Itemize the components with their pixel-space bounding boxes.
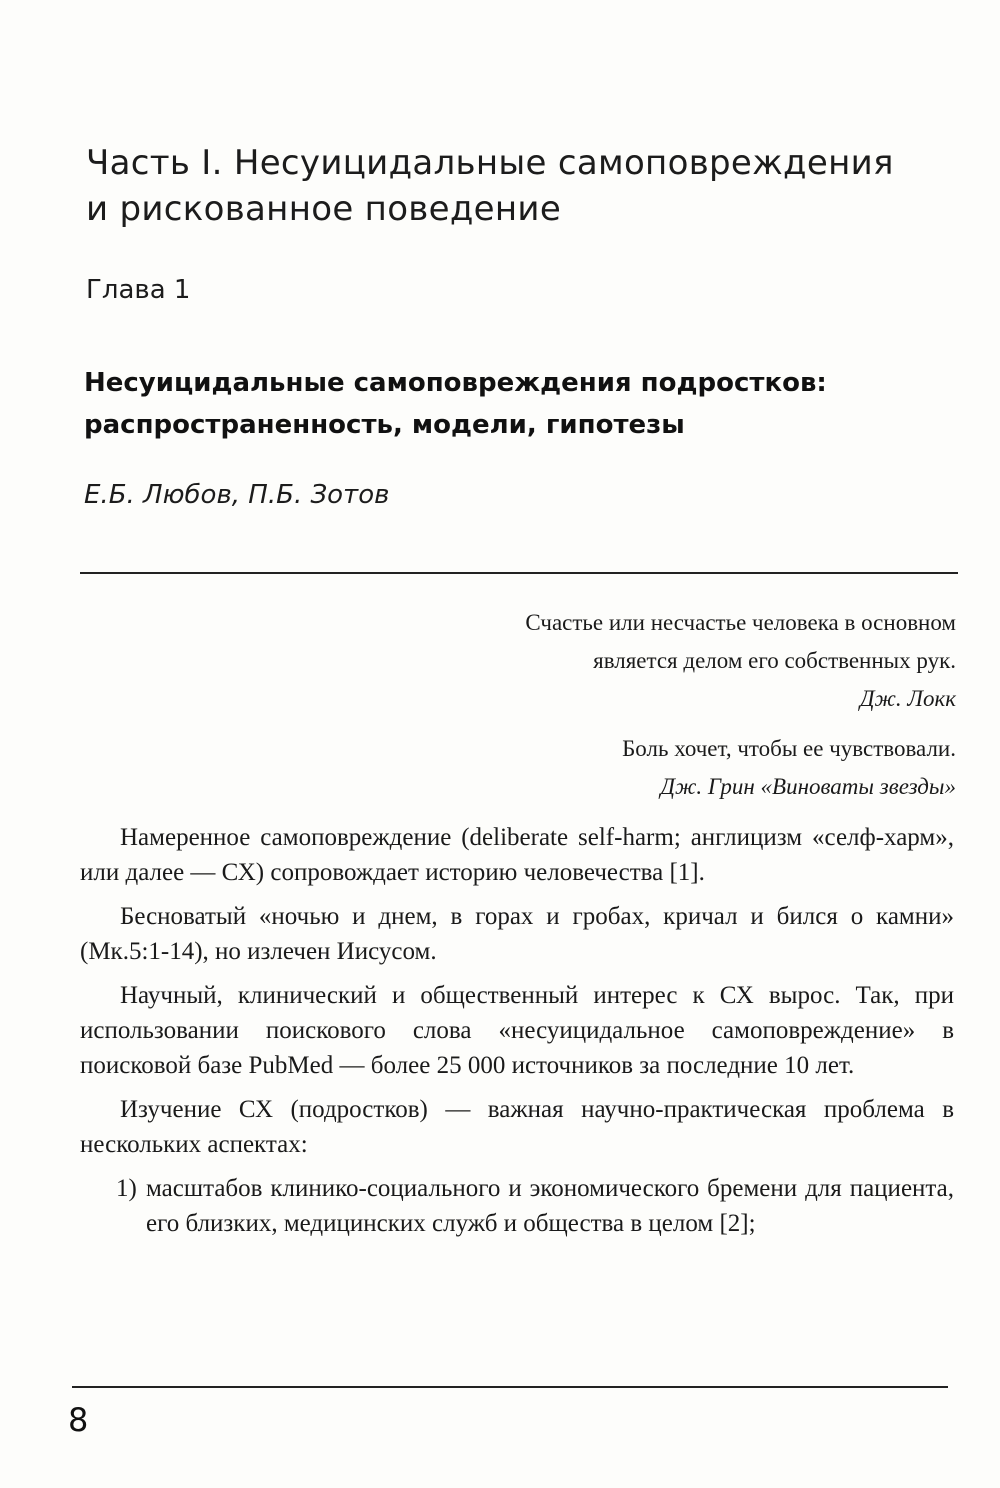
body-text [80,820,954,1241]
page-number: 8 [68,1401,89,1439]
chapter-title-line-1: Несуицидальные самоповреждения подростков: [84,368,827,398]
part-title-line-2: и рискованное поведение [86,189,562,229]
list-item-number: 1) [116,1175,137,1202]
list-item [80,1171,954,1241]
list-item-text: масштабов клинико-социального и экономического бремени для пациента, его близких, медицинских служб и общества в целом [2]; [146,1175,954,1237]
aspects-list [80,1171,954,1241]
chapter-title [84,362,964,446]
top-divider [80,572,958,574]
authors: Е.Б. Любов, П.Б. Зотов [84,480,390,510]
part-title-line-1: Часть I. Несуицидальные самоповреждения [86,143,894,183]
epigraph-spacer [336,718,956,730]
epigraph-1-line-1: Счастье или несчастье человека в основном [525,610,956,635]
chapter-title-line-2: распространенность, модели, гипотезы [84,410,685,440]
bottom-divider [72,1386,948,1388]
part-title [86,140,946,232]
chapter-label: Глава 1 [86,275,191,305]
paragraph: Бесноватый «ночью и днем, в горах и гробах, кричал и бился о камни» (Мк.5:1-14), но излечен Иисусом. [80,903,954,965]
epigraph-2-line-1: Боль хочет, чтобы ее чувствовали. [622,736,956,761]
epigraphs [336,604,956,806]
paragraph: Намеренное самоповреждение (deliberate self-harm; англицизм «селф-харм», или далее — СХ) сопровождает историю человечества [1]. [80,824,954,886]
epigraph-1-line-2: является делом его собственных рук. [593,648,956,673]
paragraph: Научный, клинический и общественный интерес к СХ вырос. Так, при использовании поискового слова «несуицидальное самоповреждение» в поисковой базе PubMed — более 25 000 источников за последние 10 лет. [80,982,954,1079]
epigraph-1-author: Дж. Локк [859,686,956,711]
paragraph: Изучение СХ (подростков) — важная научно-практическая проблема в нескольких аспектах: [80,1096,954,1158]
epigraph-2-author: Дж. Грин «Виноваты звезды» [660,774,956,799]
